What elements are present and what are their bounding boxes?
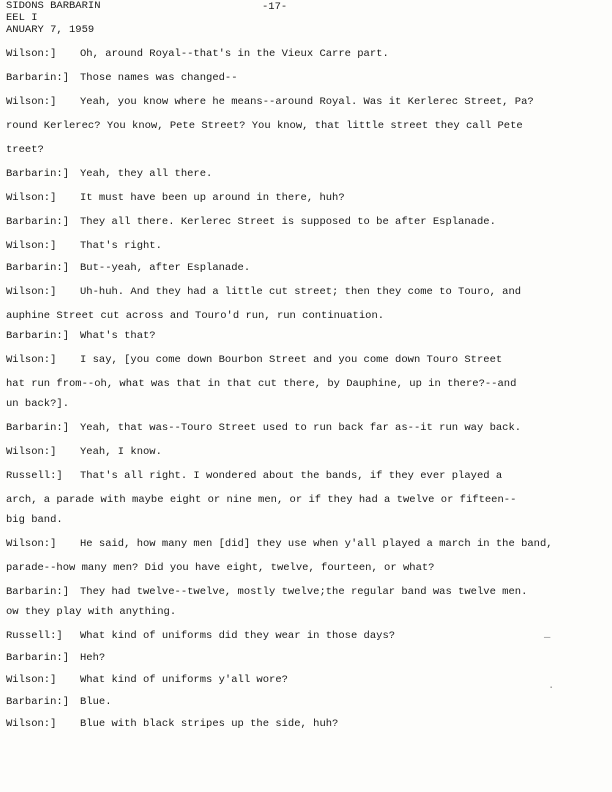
utterance-text: Blue. (80, 696, 112, 708)
continuation-text: round Kerlerec? You know, Pete Street? You know, that little street they call Pete (6, 120, 523, 132)
utterance-text: Yeah, they all there. (80, 168, 213, 180)
utterance-text: What kind of uniforms y'all wore? (80, 674, 288, 686)
speaker-label: Wilson:] (6, 446, 57, 458)
speaker-label: Barbarin:] (6, 330, 70, 342)
utterance-text: They all there. Kerlerec Street is supposed to be after Esplanade. (80, 216, 496, 228)
margin-mark: — (544, 632, 551, 644)
speaker-label: Wilson:] (6, 286, 57, 298)
continuation-text: auphine Street cut across and Touro'd run, run continuation. (6, 310, 385, 322)
utterance-text: Those names was changed-- (80, 72, 238, 84)
speaker-label: Wilson:] (6, 354, 57, 366)
page-number: -17- (262, 1, 288, 13)
continuation-text: treet? (6, 144, 44, 156)
speaker-label: Wilson:] (6, 674, 57, 686)
utterance-text: Blue with black stripes up the side, huh? (80, 718, 339, 730)
utterance-text: Oh, around Royal--that's in the Vieux Carre part. (80, 48, 389, 60)
speaker-label: Wilson:] (6, 192, 57, 204)
continuation-text: un back?]. (6, 398, 70, 410)
utterance-text: They had twelve--twelve, mostly twelve;the regular band was twelve men. (80, 586, 528, 598)
header-date: ANUARY 7, 1959 (6, 24, 95, 36)
margin-mark: . (548, 680, 555, 692)
utterance-text: But--yeah, after Esplanade. (80, 262, 251, 274)
speaker-label: Wilson:] (6, 96, 57, 108)
continuation-text: parade--how many men? Did you have eight, twelve, fourteen, or what? (6, 562, 435, 574)
continuation-text: hat run from--oh, what was that in that cut there, by Dauphine, up in there?--and (6, 378, 517, 390)
utterance-text: That's right. (80, 240, 162, 252)
utterance-text: What kind of uniforms did they wear in those days? (80, 630, 396, 642)
utterance-text: Yeah, I know. (80, 446, 162, 458)
speaker-label: Wilson:] (6, 240, 57, 252)
utterance-text: I say, [you come down Bourbon Street and you come down Touro Street (80, 354, 503, 366)
header-interviewee: SIDONS BARBARIN (6, 0, 101, 12)
continuation-text: big band. (6, 514, 63, 526)
speaker-label: Barbarin:] (6, 652, 70, 664)
speaker-label: Barbarin:] (6, 168, 70, 180)
continuation-text: ow they play with anything. (6, 606, 177, 618)
header-reel: EEL I (6, 12, 38, 24)
speaker-label: Wilson:] (6, 48, 57, 60)
speaker-label: Barbarin:] (6, 422, 70, 434)
speaker-label: Wilson:] (6, 538, 57, 550)
utterance-text: What's that? (80, 330, 156, 342)
speaker-label: Barbarin:] (6, 696, 70, 708)
speaker-label: Barbarin:] (6, 72, 70, 84)
utterance-text: It must have been up around in there, huh? (80, 192, 345, 204)
utterance-text: He said, how many men [did] they use when y'all played a march in the band, (80, 538, 553, 550)
utterance-text: That's all right. I wondered about the bands, if they ever played a (80, 470, 503, 482)
utterance-text: Yeah, that was--Touro Street used to run back far as--it run way back. (80, 422, 522, 434)
utterance-text: Yeah, you know where he means--around Royal. Was it Kerlerec Street, Pa? (80, 96, 534, 108)
utterance-text: Heh? (80, 652, 106, 664)
speaker-label: Barbarin:] (6, 586, 70, 598)
speaker-label: Barbarin:] (6, 216, 70, 228)
continuation-text: arch, a parade with maybe eight or nine men, or if they had a twelve or fifteen-- (6, 494, 517, 506)
speaker-label: Russell:] (6, 470, 63, 482)
speaker-label: Wilson:] (6, 718, 57, 730)
speaker-label: Russell:] (6, 630, 63, 642)
utterance-text: Uh-huh. And they had a little cut street; then they come to Touro, and (80, 286, 522, 298)
speaker-label: Barbarin:] (6, 262, 70, 274)
